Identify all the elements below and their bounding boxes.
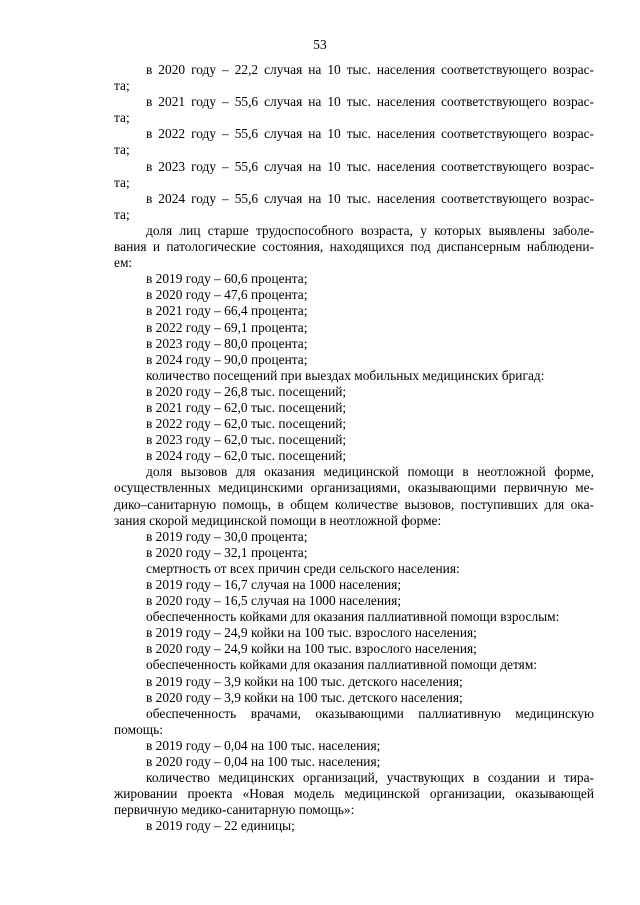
- text-line: в 2020 году – 22,2 случая на 10 тыс. населения соответствующего возрас-: [146, 62, 594, 77]
- text-line: доля лиц старше трудоспособного возраста, у которых выявлены заболе-: [146, 222, 594, 238]
- text-line: в 2020 году – 26,8 тыс. посещений;: [146, 383, 347, 399]
- text-line: дико–санитарную помощь, в общем количестве вызовов, поступивших для ока-: [114, 496, 594, 512]
- text-line: ем:: [114, 255, 133, 271]
- text-line: в 2020 году – 0,04 на 100 тыс. населения;: [146, 754, 381, 770]
- text-line: в 2023 году – 55,6 случая на 10 тыс. населения соответствующего возрас-: [146, 158, 594, 174]
- text-line: в 2019 году – 24,9 койки на 100 тыс. взрослого населения;: [146, 625, 477, 641]
- page-number: 53: [313, 37, 327, 52]
- text-line: в 2022 году – 55,6 случая на 10 тыс. населения соответствующего возрас-: [146, 126, 594, 142]
- text-line: та;: [114, 206, 130, 222]
- text-line: та;: [114, 78, 130, 94]
- text-line: осуществленных медицинскими организациями, оказывающими первичную ме-: [114, 480, 594, 496]
- text-line: та;: [114, 142, 130, 158]
- text-line: та;: [114, 174, 130, 190]
- text-line: в 2024 году – 62,0 тыс. посещений;: [146, 448, 347, 464]
- text-line: в 2020 году – 32,1 процента;: [146, 544, 308, 560]
- text-line: в 2019 году – 3,9 койки на 100 тыс. детского населения;: [146, 673, 463, 689]
- text-line: в 2021 году – 62,0 тыс. посещений;: [146, 399, 347, 415]
- text-line: в 2024 году – 90,0 процента;: [146, 351, 308, 367]
- text-line: зания скорой медицинской помощи в неотложной форме:: [114, 512, 442, 528]
- text-line: в 2020 году – 16,5 случая на 1000 населения;: [146, 593, 402, 609]
- text-line: обеспеченность койками для оказания паллиативной помощи детям:: [146, 657, 538, 673]
- text-line: смертность от всех причин среди сельского населения:: [146, 560, 460, 576]
- text-line: в 2021 году – 55,6 случая на 10 тыс. населения соответствующего возрас-: [146, 94, 594, 110]
- text-line: в 2019 году – 30,0 процента;: [146, 528, 308, 544]
- document-body: [114, 62, 594, 835]
- text-line: в 2020 году – 24,9 койки на 100 тыс. взрослого населения;: [146, 641, 477, 657]
- text-line: в 2021 году – 66,4 процента;: [146, 303, 308, 319]
- text-line: та;: [114, 110, 130, 126]
- text-line: количество медицинских организаций, участвующих в создании и тира-: [146, 770, 594, 786]
- text-line: в 2024 году – 55,6 случая на 10 тыс. населения соответствующего возрас-: [146, 190, 594, 206]
- text-line: в 2020 году – 3,9 койки на 100 тыс. детского населения;: [146, 689, 463, 705]
- text-line: помощь:: [114, 721, 163, 737]
- text-line: вания и патологические состояния, находящихся под диспансерным наблюдени-: [114, 239, 594, 255]
- text-line: в 2019 году – 16,7 случая на 1000 населения;: [146, 577, 402, 592]
- text-line: количество посещений при выездах мобильных медицинских бригад:: [146, 367, 545, 383]
- text-line: обеспеченность врачами, оказывающими паллиативную медицинскую: [146, 705, 594, 721]
- text-line: в 2019 году – 22 единицы;: [146, 818, 295, 834]
- text-line: в 2020 году – 47,6 процента;: [146, 287, 308, 303]
- text-line: обеспеченность койками для оказания паллиативной помощи взрослым:: [146, 609, 560, 625]
- text-line: жировании проекта «Новая модель медицинской организации, оказывающей: [114, 786, 594, 802]
- text-line: первичную медико-санитарную помощь»:: [114, 802, 355, 818]
- text-line: в 2023 году – 62,0 тыс. посещений;: [146, 432, 347, 448]
- text-line: доля вызовов для оказания медицинской помощи в неотложной форме,: [146, 464, 594, 480]
- text-line: в 2019 году – 60,6 процента;: [146, 271, 308, 287]
- text-line: в 2023 году – 80,0 процента;: [146, 335, 308, 351]
- text-line: в 2022 году – 69,1 процента;: [146, 319, 308, 335]
- text-line: в 2019 году – 0,04 на 100 тыс. населения;: [146, 737, 381, 753]
- text-line: в 2022 году – 62,0 тыс. посещений;: [146, 416, 347, 432]
